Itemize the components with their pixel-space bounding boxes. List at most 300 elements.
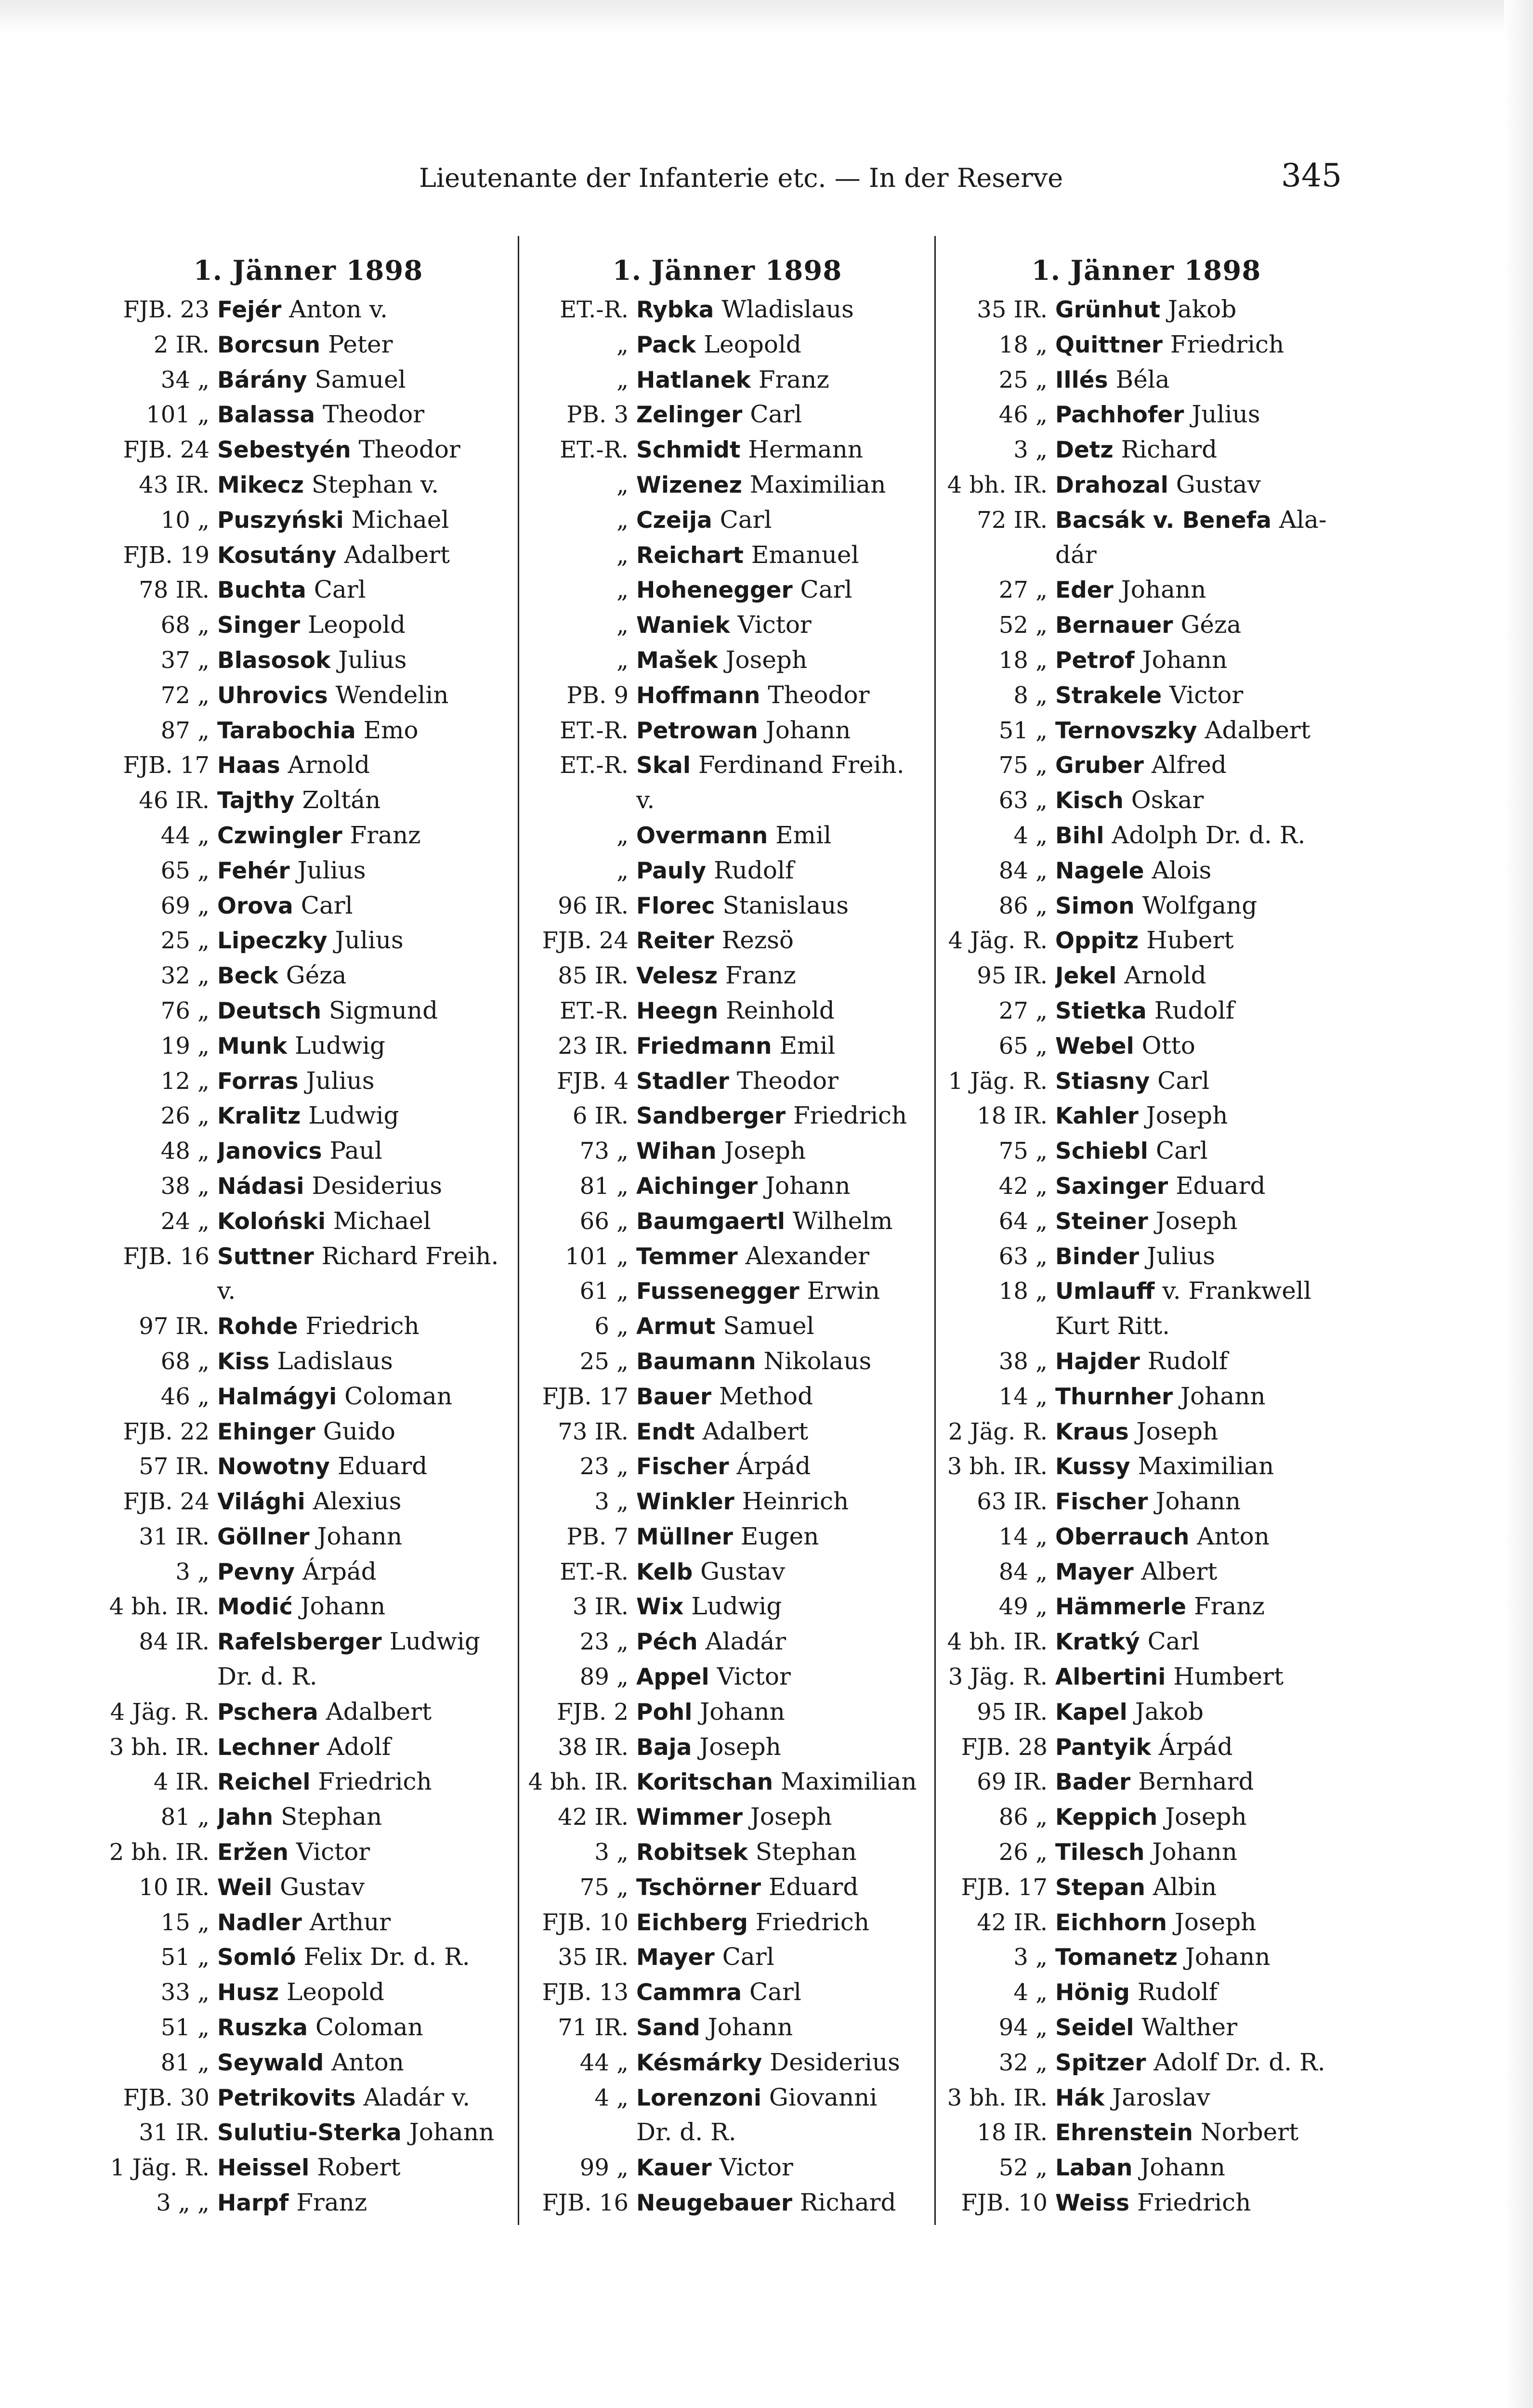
person-name — [1055, 607, 1349, 642]
list-item — [525, 1133, 930, 1168]
given-name: Theodor — [322, 400, 425, 429]
unit-label: ET.-R. — [560, 296, 629, 323]
surname: Nagele — [1055, 857, 1144, 884]
surname: Világhi — [217, 1489, 305, 1516]
list-item — [106, 1098, 511, 1133]
given-name: Wendelin — [335, 681, 449, 709]
unit-label: 18 IR. — [977, 1102, 1048, 1130]
given-name: Alois — [1152, 856, 1212, 884]
list-item — [106, 2010, 511, 2045]
column-3 — [944, 253, 1349, 2237]
unit-label: FJB. 24 — [123, 1488, 210, 1516]
list-item — [944, 1694, 1349, 1729]
unit-label: FJB. 13 — [542, 1979, 629, 2006]
given-name: Guido — [323, 1417, 395, 1445]
given-name: Theodor — [768, 681, 870, 709]
surname: Janovics — [217, 1138, 322, 1165]
unit-label: FJB. 10 — [542, 1909, 629, 1936]
list-item — [944, 1484, 1349, 1519]
unit-label: 1 Jäg. R. — [110, 2154, 210, 2182]
person-name — [217, 2115, 511, 2150]
given-name: Carl — [720, 505, 772, 534]
unit-label: 64 „ — [998, 1207, 1048, 1235]
list-item — [944, 2080, 1349, 2115]
surname: Kapel — [1055, 1699, 1127, 1726]
list-item — [944, 2185, 1349, 2220]
unit-label: 10 „ — [160, 506, 210, 534]
list-item — [944, 397, 1349, 432]
given-name: Adalbert — [702, 1417, 809, 1445]
unit-label: 35 IR. — [977, 296, 1048, 323]
given-name: Leopold — [703, 330, 801, 358]
unit-label: FJB. 22 — [123, 1418, 210, 1445]
list-item — [106, 362, 511, 397]
given-name: Adalbert — [326, 1697, 432, 1726]
unit-label: 72 „ — [160, 681, 210, 709]
surname: Quittner — [1055, 331, 1163, 358]
given-name: Wolfgang — [1142, 891, 1258, 919]
person-name — [1055, 432, 1349, 467]
person-name — [217, 1133, 511, 1168]
surname: Munk — [217, 1033, 287, 1060]
unit-label: 95 IR. — [977, 962, 1048, 990]
given-name: Carl — [800, 576, 852, 604]
surname: Bihl — [1055, 822, 1104, 849]
list-item — [525, 1239, 930, 1274]
person-name — [217, 1414, 511, 1449]
list-item — [106, 958, 511, 993]
surname: Deutsch — [217, 997, 322, 1024]
list-item — [106, 1028, 511, 1063]
unit-label: 25 „ — [160, 927, 210, 955]
surname: Baumann — [636, 1348, 756, 1375]
given-name: Anton — [1197, 1522, 1270, 1550]
surname: Baumgaertl — [636, 1208, 785, 1235]
person-name — [1055, 1939, 1349, 1975]
surname: Bauer — [636, 1383, 712, 1410]
surname: Petrof — [1055, 647, 1135, 674]
person-name — [636, 783, 930, 818]
person-name — [217, 888, 511, 923]
surname: Singer — [217, 612, 301, 639]
list-item — [525, 397, 930, 432]
given-name: Emil — [775, 821, 832, 849]
list-item — [525, 1659, 930, 1694]
person-name — [636, 1694, 930, 1729]
given-name: Gustav — [280, 1872, 365, 1901]
surname: Strakele — [1055, 682, 1162, 709]
person-name — [636, 1624, 930, 1659]
given-name: Árpád — [302, 1557, 377, 1585]
list-item — [106, 1729, 511, 1765]
unit-label: 31 IR. — [139, 1523, 210, 1550]
person-name — [1055, 327, 1349, 362]
surname: Puszyński — [217, 507, 344, 534]
person-name — [1055, 1204, 1349, 1239]
unit-label: 75 „ — [579, 1873, 629, 1901]
given-name: Rudolf — [1137, 1978, 1218, 2006]
unit-label: „ — [616, 857, 629, 884]
surname: Ehinger — [217, 1418, 315, 1445]
surname: Baja — [636, 1734, 692, 1761]
surname: Overmann — [636, 822, 768, 849]
person-name — [636, 432, 930, 467]
unit-label: 23 „ — [579, 1453, 629, 1480]
unit-label: 2 Jäg. R. — [948, 1418, 1048, 1445]
given-name: Johann — [1185, 1943, 1271, 1971]
list-item — [944, 1063, 1349, 1099]
unit-label: 71 IR. — [558, 2014, 629, 2042]
given-name: Johann — [1180, 1382, 1266, 1410]
given-name: Albert — [1141, 1557, 1218, 1585]
surname: Hajder — [1055, 1348, 1140, 1375]
surname: Hönig — [1055, 1979, 1130, 2006]
given-name: Wladislaus — [721, 295, 854, 323]
person-name — [636, 2150, 930, 2185]
list-item — [106, 713, 511, 748]
list-item — [944, 1309, 1349, 1344]
unit-label: 18 „ — [998, 646, 1048, 674]
list-item — [525, 1764, 930, 1799]
given-name: Ludwig — [691, 1592, 782, 1621]
list-item — [106, 1624, 511, 1659]
given-name: Leopold — [308, 611, 406, 639]
unit-label: 84 „ — [998, 1558, 1048, 1585]
list-item — [944, 607, 1349, 642]
unit-label: 23 IR. — [558, 1032, 629, 1060]
person-name — [636, 923, 930, 958]
person-name — [1055, 572, 1349, 607]
unit-label: 25 „ — [998, 366, 1048, 393]
list-item — [525, 292, 930, 327]
given-name: Rudolf — [1154, 996, 1235, 1024]
given-name: Erwin — [807, 1277, 880, 1305]
person-name — [217, 1063, 511, 1099]
unit-label: 49 „ — [998, 1593, 1048, 1621]
surname: Bárány — [217, 366, 307, 393]
person-name — [1055, 818, 1349, 853]
given-name: Julius — [297, 856, 366, 884]
given-name: Franz — [350, 821, 421, 849]
list-item — [106, 1694, 511, 1729]
list-item — [106, 467, 511, 502]
list-item — [106, 1870, 511, 1905]
list-item — [944, 572, 1349, 607]
list-item — [106, 1905, 511, 1940]
surname: Jekel — [1055, 963, 1117, 990]
given-name: Heinrich — [742, 1487, 849, 1516]
surname: Balassa — [217, 402, 315, 429]
list-item — [525, 1554, 930, 1589]
surname: Fussenegger — [636, 1278, 799, 1305]
surname: Cammra — [636, 1979, 742, 2006]
person-name — [636, 993, 930, 1028]
list-item — [525, 2150, 930, 2185]
list-item — [106, 1168, 511, 1204]
unit-label: 3 IR. — [572, 1593, 629, 1621]
person-name — [217, 1519, 511, 1554]
person-name — [217, 713, 511, 748]
person-name — [217, 993, 511, 1028]
person-name — [1055, 397, 1349, 432]
person-name — [636, 1273, 930, 1309]
list-item — [106, 1344, 511, 1379]
surname: Detz — [1055, 437, 1114, 464]
person-name — [636, 1764, 930, 1799]
unit-label: FJB. 17 — [123, 752, 210, 779]
person-name — [217, 1449, 511, 1484]
unit-label: 52 „ — [998, 612, 1048, 639]
surname: Umlauff — [1055, 1278, 1155, 1305]
given-name: Johann — [765, 1171, 851, 1200]
given-name: Aladár v. — [363, 2083, 471, 2111]
unit-label: „ — [616, 822, 629, 849]
surname: Harpf — [217, 2190, 289, 2217]
person-name — [1055, 1799, 1349, 1834]
surname: Thurnher — [1055, 1383, 1173, 1410]
surname: Rybka — [636, 297, 714, 323]
given-name: Joseph — [1155, 1206, 1238, 1235]
surname: Petrikovits — [217, 2084, 356, 2111]
unit-label: 3 bh. IR. — [947, 1453, 1048, 1480]
surname: Petrowan — [636, 717, 758, 744]
given-name: Emo — [363, 716, 419, 744]
person-name — [636, 2115, 930, 2150]
list-item — [106, 1834, 511, 1870]
given-name: Eduard — [1176, 1171, 1266, 1200]
person-name — [217, 678, 511, 713]
list-item — [525, 2080, 930, 2115]
surname: Eichhorn — [1055, 1909, 1167, 1936]
person-name — [636, 2010, 930, 2045]
unit-label: 51 „ — [160, 1944, 210, 1971]
given-name: Adolph Dr. d. R. — [1112, 821, 1306, 849]
unit-label: 42 „ — [998, 1172, 1048, 1200]
surname: Webel — [1055, 1033, 1134, 1060]
surname: Lorenzoni — [636, 2084, 761, 2111]
person-name — [636, 1239, 930, 1274]
given-name: Norbert — [1200, 2118, 1299, 2146]
person-name — [636, 1870, 930, 1905]
unit-label: PB. 3 — [566, 401, 629, 429]
unit-label: 95 IR. — [977, 1698, 1048, 1726]
person-name — [217, 958, 511, 993]
list-item — [525, 678, 930, 713]
surname: Robitsek — [636, 1839, 748, 1866]
unit-label: 57 IR. — [139, 1453, 210, 1480]
unit-label: 75 „ — [998, 752, 1048, 779]
given-name: v. Frankwell — [1162, 1277, 1311, 1305]
person-name — [1055, 1484, 1349, 1519]
given-name: Johann — [1152, 1838, 1237, 1866]
person-name — [217, 1659, 511, 1694]
list-item — [944, 1379, 1349, 1414]
person-name — [1055, 1764, 1349, 1799]
unit-label: 27 „ — [998, 997, 1048, 1024]
surname: Forras — [217, 1068, 299, 1095]
list-item — [525, 1098, 930, 1133]
unit-label: 38 IR. — [558, 1733, 629, 1761]
list-item — [525, 642, 930, 678]
list-item — [106, 1204, 511, 1239]
given-name: Paul — [329, 1137, 382, 1165]
unit-label: 25 „ — [579, 1348, 629, 1375]
given-name: Julius — [306, 1066, 375, 1095]
list-item — [944, 467, 1349, 502]
unit-label: 4 bh. IR. — [947, 471, 1048, 498]
list-item — [525, 537, 930, 573]
page-number: 345 — [1281, 157, 1342, 194]
person-name — [1055, 1659, 1349, 1694]
list-item — [944, 1168, 1349, 1204]
unit-label: 68 „ — [160, 1348, 210, 1375]
list-item — [944, 432, 1349, 467]
list-item — [106, 607, 511, 642]
list-item — [525, 1799, 930, 1834]
person-name — [217, 1344, 511, 1379]
unit-label: 89 „ — [579, 1663, 629, 1691]
surname: Stiasny — [1055, 1068, 1150, 1095]
given-name: Oskar — [1131, 786, 1204, 814]
list-item — [944, 1204, 1349, 1239]
person-name — [1055, 1028, 1349, 1063]
surname: Nowotny — [217, 1453, 330, 1480]
given-name: Ladislaus — [277, 1347, 393, 1375]
given-name: Carl — [1157, 1066, 1210, 1095]
person-name — [636, 1729, 930, 1765]
surname: Neugebauer — [636, 2190, 793, 2217]
unit-label: „ — [616, 612, 629, 639]
unit-label: 4 „ — [1013, 822, 1048, 849]
given-name: Humbert — [1173, 1662, 1284, 1691]
list-item — [525, 1519, 930, 1554]
person-name — [217, 1028, 511, 1063]
unit-label: 26 „ — [998, 1839, 1048, 1866]
person-name — [1055, 1870, 1349, 1905]
given-name: Joseph — [699, 1732, 781, 1761]
unit-label: 37 „ — [160, 646, 210, 674]
surname: Beck — [217, 963, 278, 990]
person-name — [217, 2045, 511, 2080]
unit-label: ET.-R. — [560, 997, 629, 1024]
list-item — [106, 747, 511, 783]
surname: Eichberg — [636, 1909, 748, 1936]
given-name: Coloman — [315, 2013, 423, 2042]
person-name — [1055, 1239, 1349, 1274]
unit-label: 27 „ — [998, 576, 1048, 604]
person-name — [217, 1309, 511, 1344]
given-name: Joseph — [750, 1803, 832, 1831]
person-name — [636, 397, 930, 432]
given-name: Johann — [300, 1592, 386, 1621]
unit-label: 87 „ — [160, 717, 210, 744]
list-item — [106, 537, 511, 573]
surname: Simon — [1055, 892, 1135, 919]
list-item — [106, 993, 511, 1028]
list-item — [944, 888, 1349, 923]
surname: Schmidt — [636, 437, 741, 464]
given-name: Gustav — [700, 1557, 786, 1585]
given-name: Albin — [1153, 1872, 1217, 1901]
given-name: Reinhold — [726, 996, 835, 1024]
unit-label: 2 bh. IR. — [109, 1839, 210, 1866]
given-name: Carl — [722, 1943, 774, 1971]
surname: Kraus — [1055, 1418, 1129, 1445]
unit-label: 72 IR. — [977, 506, 1048, 534]
list-item — [944, 783, 1349, 818]
list-item — [525, 2185, 930, 2220]
surname: Czeija — [636, 507, 712, 534]
person-name — [217, 1939, 511, 1975]
given-name: Franz — [1193, 1592, 1265, 1621]
list-item — [525, 1939, 930, 1975]
given-name: Arnold — [1124, 961, 1206, 990]
unit-label: 99 „ — [579, 2154, 629, 2182]
unit-label: 61 „ — [579, 1278, 629, 1305]
list-item — [944, 747, 1349, 783]
person-name — [217, 1098, 511, 1133]
surname: Heegn — [636, 997, 719, 1024]
unit-label: „ — [616, 471, 629, 498]
unit-label: 3 bh. IR. — [947, 2084, 1048, 2111]
unit-label: 33 „ — [160, 1979, 210, 2006]
surname: Kahler — [1055, 1103, 1139, 1130]
person-name — [217, 2080, 511, 2115]
surname: Borcsun — [217, 331, 321, 358]
unit-label: 65 „ — [998, 1032, 1048, 1060]
unit-label: 46 IR. — [139, 787, 210, 814]
surname: Nádasi — [217, 1173, 304, 1200]
given-name: Alexius — [313, 1487, 402, 1516]
column-divider — [934, 236, 936, 2225]
person-name — [1055, 1379, 1349, 1414]
person-name — [1055, 1624, 1349, 1659]
person-name — [1055, 1273, 1349, 1309]
person-name — [217, 1905, 511, 1940]
unit-label: 48 „ — [160, 1138, 210, 1165]
unit-label: 85 IR. — [558, 962, 629, 990]
surname: Husz — [217, 1979, 279, 2006]
given-name: Friedrich — [318, 1767, 432, 1796]
person-name — [217, 292, 511, 327]
surname: Késmárky — [636, 2049, 762, 2076]
unit-label: PB. 7 — [566, 1523, 629, 1550]
unit-label: 73 IR. — [558, 1418, 629, 1445]
surname: Velesz — [636, 963, 718, 990]
given-name: Friedrich — [793, 1101, 907, 1130]
given-name: Jakob — [1167, 295, 1237, 323]
list-item — [944, 1939, 1349, 1975]
given-name: Adolf Dr. d. R. — [1153, 2048, 1325, 2076]
surname: Endt — [636, 1418, 695, 1445]
surname: Pauly — [636, 857, 707, 884]
person-name — [1055, 2010, 1349, 2045]
person-name — [1055, 2080, 1349, 2115]
given-name: Johann — [317, 1522, 403, 1550]
list-item — [525, 958, 930, 993]
given-name: Emanuel — [751, 540, 859, 569]
given-name: Carl — [1155, 1137, 1208, 1165]
person-name — [636, 1659, 930, 1694]
given-name: Adolf — [327, 1732, 391, 1761]
unit-label: FJB. 30 — [123, 2084, 210, 2111]
given-name: Desiderius — [312, 1171, 443, 1200]
list-item — [944, 1834, 1349, 1870]
unit-label: 10 IR. — [139, 1873, 210, 1901]
unit-label: FJB. 10 — [961, 2189, 1048, 2217]
person-name — [1055, 747, 1349, 783]
unit-label: „ — [616, 366, 629, 393]
